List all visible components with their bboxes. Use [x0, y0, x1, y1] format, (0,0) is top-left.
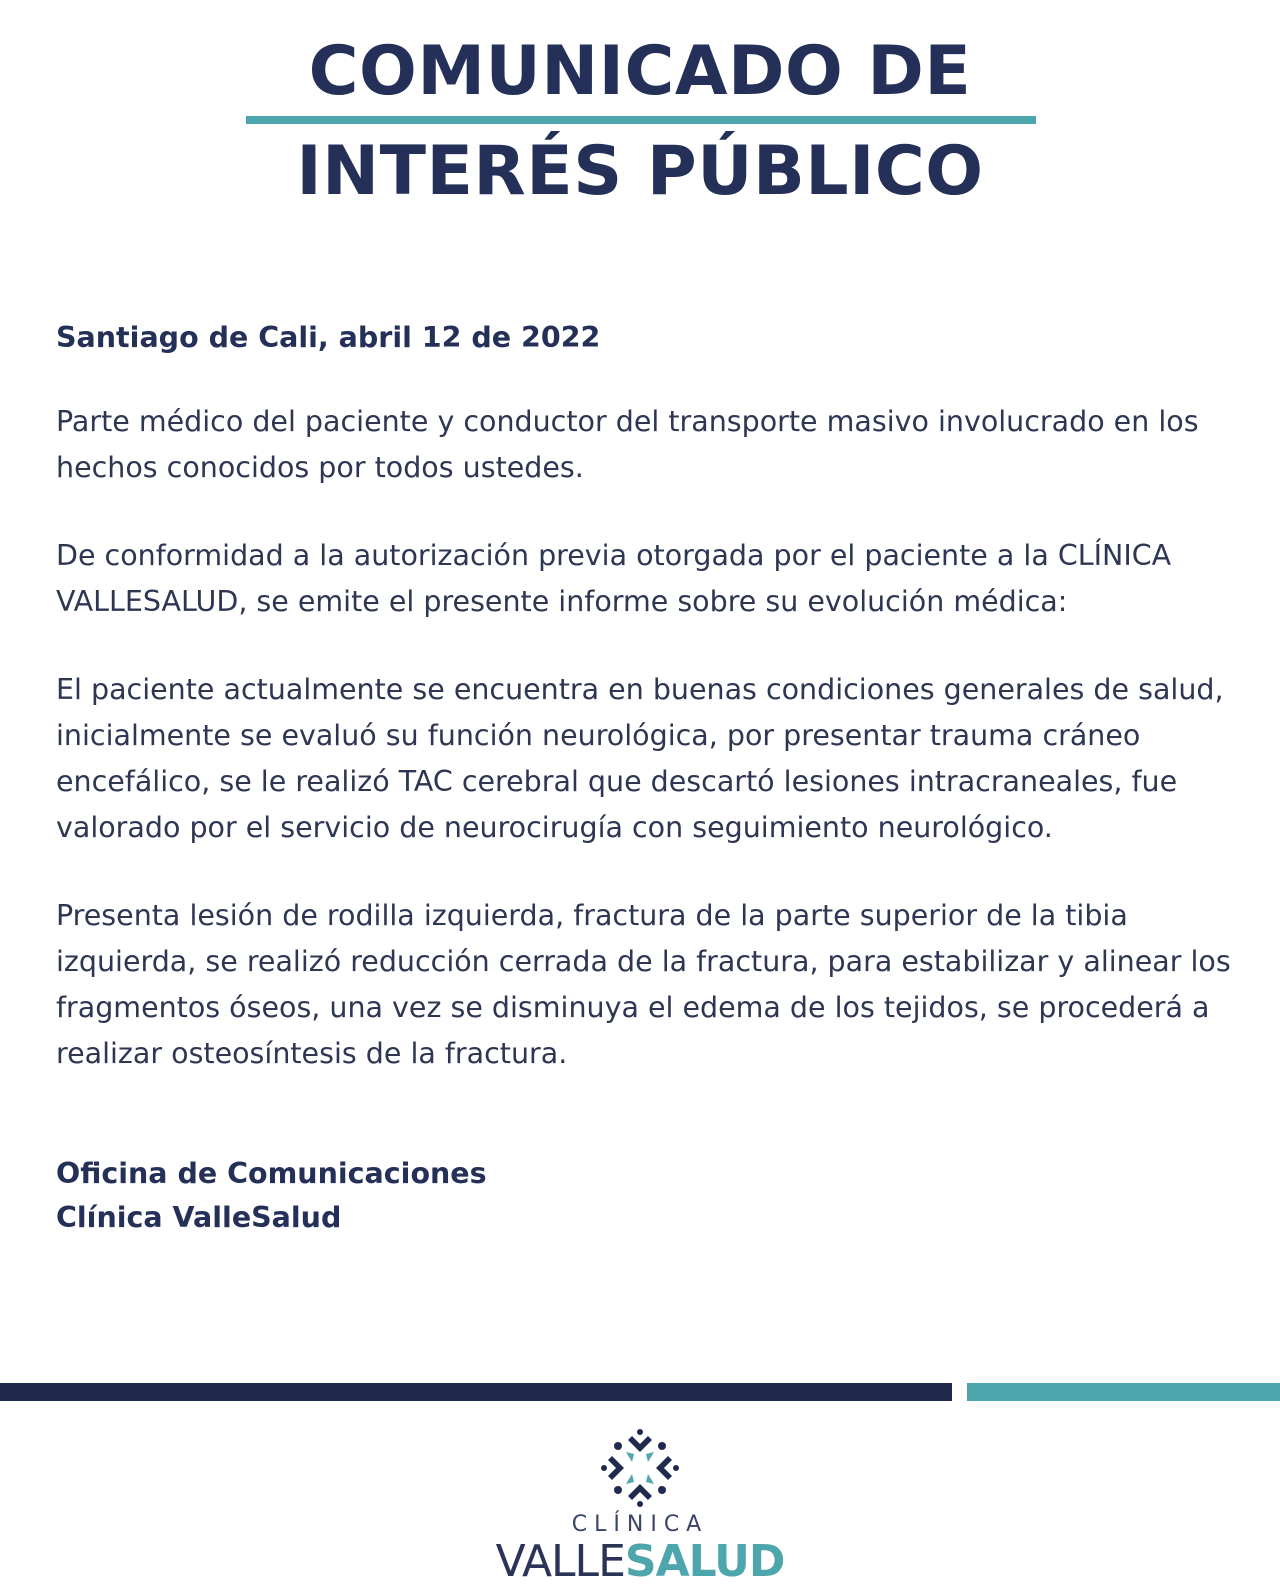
title-divider — [246, 116, 1036, 124]
logo-wordmark-valle: VALLE — [495, 1536, 625, 1587]
signature-clinic: Clínica ValleSalud — [56, 1201, 342, 1234]
signature-block — [56, 1152, 956, 1240]
footer-bar-navy — [0, 1383, 952, 1401]
valle-salud-emblem-icon — [598, 1426, 682, 1510]
paragraph-fracture: Presenta lesión de rodilla izquierda, fractura de la parte superior de la tibia izquierda, se realizó reducción cerrada de la fractura, para estabilizar y alinear los fragmentos óseos, una vez se disminuya el edema de los tejidos, se procederá a realizar osteosíntesis de la fractura. — [56, 899, 1231, 1070]
paragraph-intro: Parte médico del paciente y conductor del transporte masivo involucrado en los hechos conocidos por todos ustedes. — [56, 405, 1199, 484]
paragraph-neurological: El paciente actualmente se encuentra en buenas condiciones generales de salud, inicialmente se evaluó su función neurológica, por presentar trauma cráneo encefálico, se le realizó TAC cerebral que descartó lesiones intracraneales, fue valorado por el servicio de neurocirugía con seguimiento neurológico. — [56, 673, 1224, 844]
clinic-logo — [440, 1418, 840, 1593]
title-line-1: COMUNICADO DE — [308, 32, 972, 111]
title-line-2: INTERÉS PÚBLICO — [296, 132, 984, 211]
logo-wordmark-salud: SALUD — [624, 1536, 785, 1587]
document-title — [0, 32, 1280, 218]
paragraph-authorization: De conformidad a la autorización previa otorgada por el paciente a la CLÍNICA VALLESALUD, se emite el presente informe sobre su evolución médica: — [56, 539, 1172, 618]
signature-office: Oficina de Comunicaciones — [56, 1157, 487, 1190]
logo-wordmark — [440, 1536, 840, 1587]
footer-bar-teal — [967, 1383, 1280, 1401]
document-date: Santiago de Cali, abril 12 de 2022 — [56, 321, 601, 354]
logo-clinica-text: CLÍNICA — [571, 1512, 709, 1537]
document-body — [56, 315, 1236, 1119]
